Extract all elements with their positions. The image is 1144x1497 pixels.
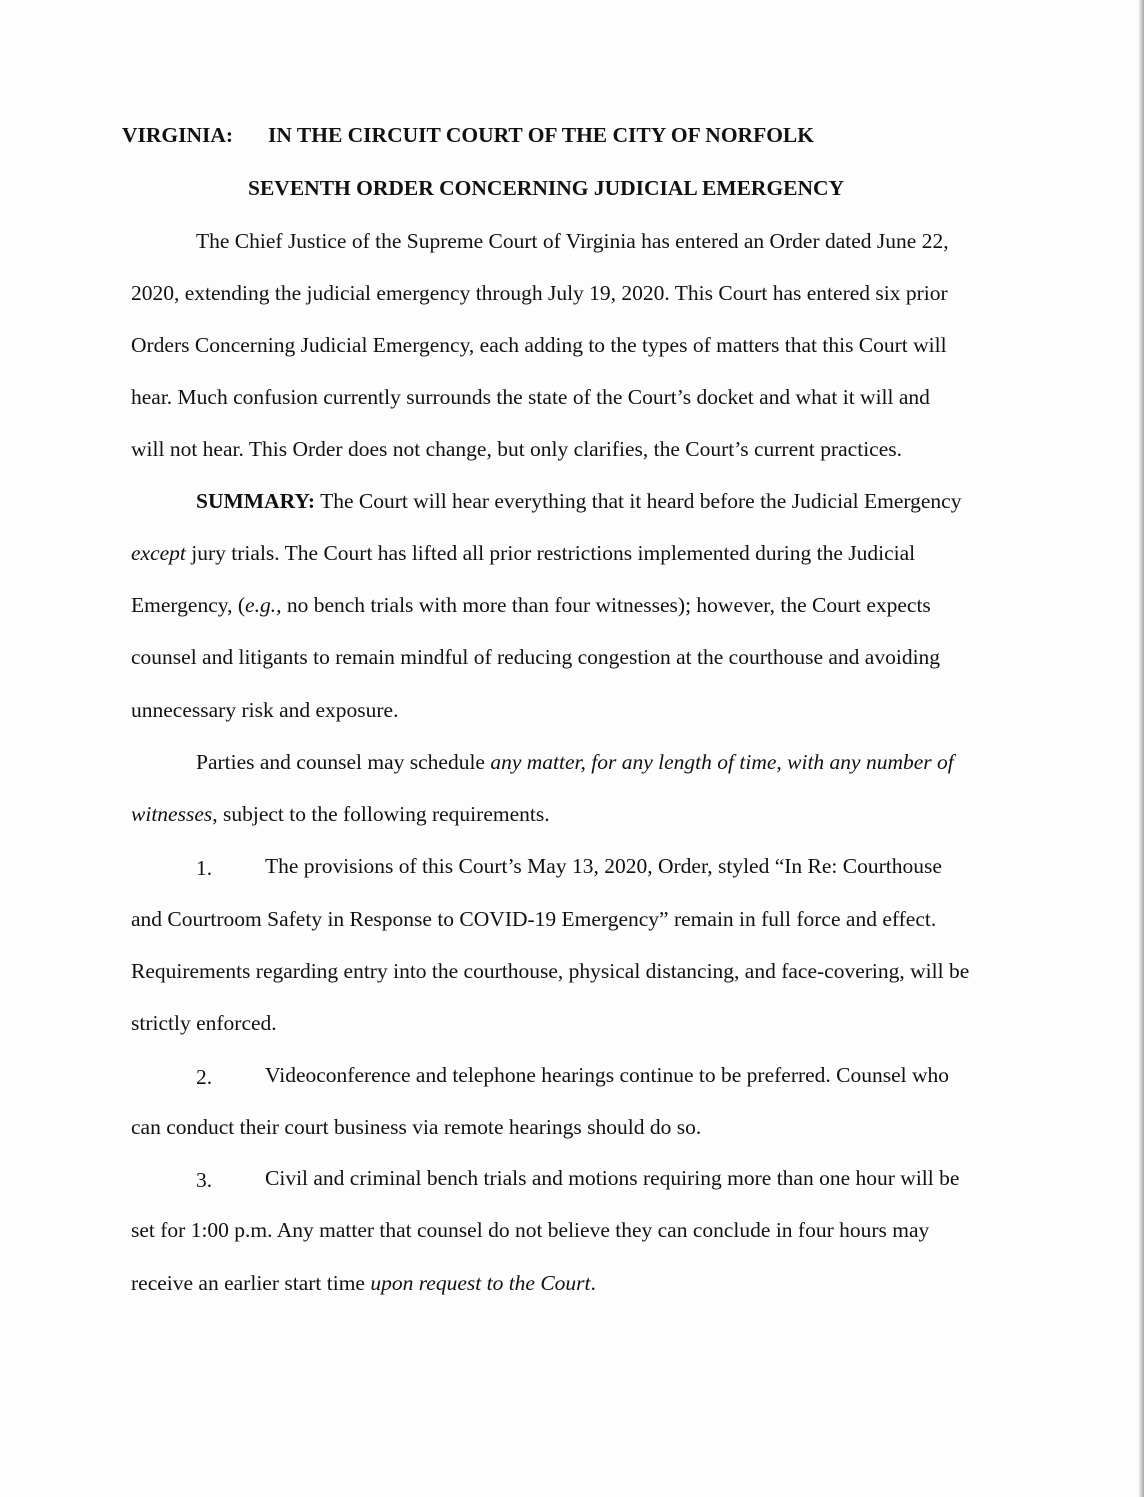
summary-line-1 <box>196 491 961 513</box>
scheduling-line-2-text: , subject to the following requirements. <box>212 802 550 826</box>
intro-line-1: The Chief Justice of the Supreme Court of Virginia has entered an Order dated June 22, <box>196 229 949 253</box>
item-1-line-1: The provisions of this Court’s May 13, 2020, Order, styled “In Re: Courthouse <box>265 854 942 878</box>
item-2-number: 2. <box>196 1065 213 1089</box>
item-2-line-1: Videoconference and telephone hearings continue to be preferred. Counsel who <box>265 1063 950 1087</box>
scheduling-line-1-a: Parties and counsel may schedule <box>196 750 491 774</box>
intro-line-2: 2020, extending the judicial emergency through July 19, 2020. This Court has entered six prior <box>131 281 948 305</box>
summary-eg: e.g., <box>245 593 282 617</box>
item-3-line-2: set for 1:00 p.m. Any matter that counsel do not believe they can conclude in four hours may <box>131 1218 930 1242</box>
summary-line-3-b: no bench trials with more than four witnesses); however, the Court expects <box>281 593 931 617</box>
item-3-number: 3. <box>196 1168 213 1192</box>
item-1-line-3: Requirements regarding entry into the courthouse, physical distancing, and face-covering, will be <box>131 959 970 983</box>
summary-except: except <box>131 541 186 565</box>
item-3-line-3-a: receive an earlier start time <box>131 1271 371 1295</box>
scan-edge-shadow <box>1138 0 1144 1497</box>
summary-line-2-text: jury trials. The Court has lifted all prior restrictions implemented during the Judicial <box>185 541 916 565</box>
summary-line-5: unnecessary risk and exposure. <box>131 698 399 722</box>
scheduling-line-1 <box>196 752 954 774</box>
item-3-line-1: Civil and criminal bench trials and motions requiring more than one hour will be <box>265 1166 960 1190</box>
item-3-line-3-b: . <box>590 1271 596 1295</box>
intro-line-3: Orders Concerning Judicial Emergency, each adding to the types of matters that this Court will <box>131 333 947 357</box>
item-1-number: 1. <box>196 856 213 880</box>
scheduling-emphasis: any matter, for any length of time, with any number of <box>490 750 954 774</box>
scheduling-witnesses: witnesses <box>131 802 213 826</box>
intro-line-4: hear. Much confusion currently surrounds the state of the Court’s docket and what it will and <box>131 385 930 409</box>
summary-line-3-a: Emergency, ( <box>131 593 246 617</box>
intro-line-5: will not hear. This Order does not change, but only clarifies, the Court’s current practices. <box>131 437 902 461</box>
item-2-line-2: can conduct their court business via remote hearings should do so. <box>131 1115 702 1139</box>
item-3-line-3 <box>131 1273 596 1295</box>
summary-line-4: counsel and litigants to remain mindful of reducing congestion at the courthouse and avoiding <box>131 645 941 669</box>
item-1-line-2: and Courtroom Safety in Response to COVID-19 Emergency” remain in full force and effect. <box>131 907 937 931</box>
summary-line-2 <box>131 543 915 565</box>
item-3-emphasis: upon request to the Court <box>370 1271 591 1295</box>
summary-line-1-text: The Court will hear everything that it heard before the Judicial Emergency <box>315 489 962 513</box>
order-title: SEVENTH ORDER CONCERNING JUDICIAL EMERGENCY <box>248 176 845 200</box>
item-1-line-4: strictly enforced. <box>131 1011 277 1035</box>
scheduling-line-2 <box>131 804 550 826</box>
court-name: IN THE CIRCUIT COURT OF THE CITY OF NORFOLK <box>268 123 814 147</box>
summary-label: SUMMARY: <box>196 489 316 513</box>
summary-line-3 <box>131 595 931 617</box>
jurisdiction-label: VIRGINIA: <box>122 123 234 147</box>
